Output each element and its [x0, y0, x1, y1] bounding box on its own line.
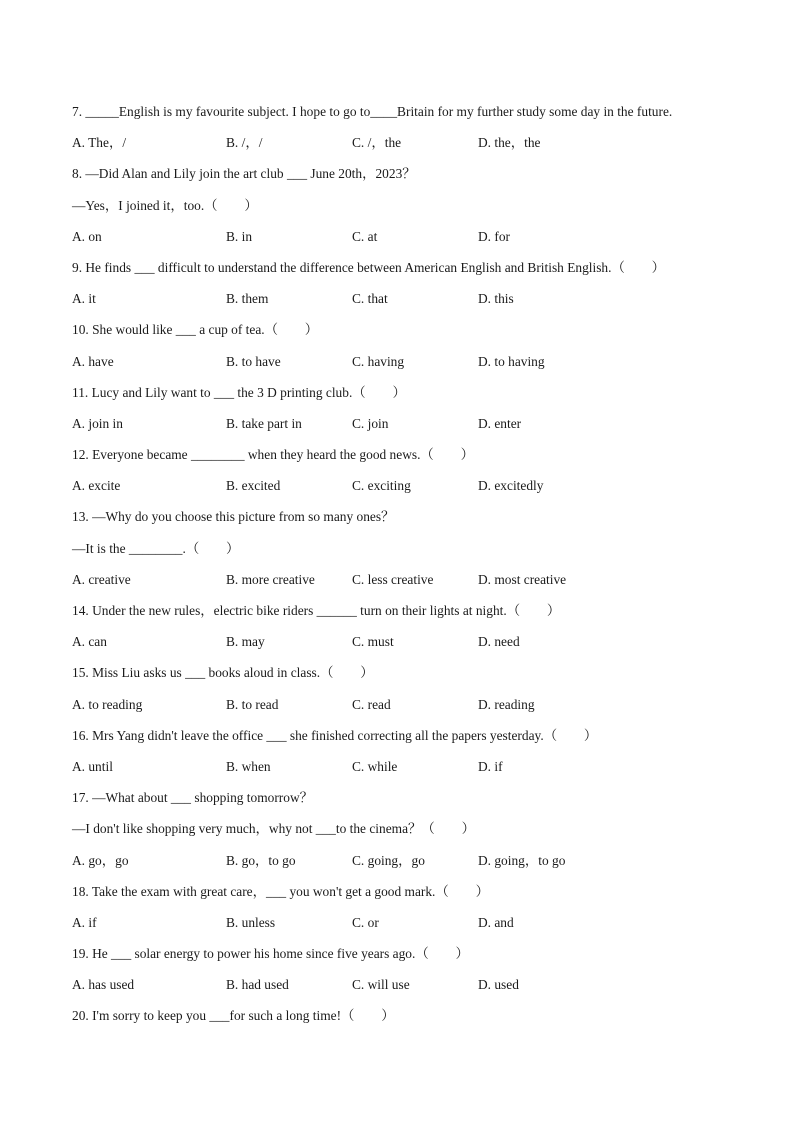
answer-options	[72, 353, 752, 384]
question-text: 17. —What about ___ shopping tomorrow？	[72, 790, 314, 806]
answer-option: D. excitedly	[478, 478, 544, 494]
answer-options	[72, 134, 752, 165]
answer-options	[72, 571, 752, 602]
answer-option: D. for	[478, 228, 510, 244]
question-text: 20. I'm sorry to keep you ___for such a long time!（ ）	[72, 1008, 395, 1024]
question-text: 9. He finds ___ difficult to understand the difference between American English and British English.（ ）	[72, 259, 666, 275]
answer-options	[72, 633, 752, 664]
answer-option: C. at	[352, 228, 378, 244]
answer-option: B. when	[226, 758, 271, 774]
question-text: 19. He ___ solar energy to power his home since five years ago.（ ）	[72, 946, 469, 962]
answer-options	[72, 415, 752, 446]
answer-option: A. The，/	[72, 135, 127, 151]
question-text: 11. Lucy and Lily want to ___ the 3 D printing club.（ ）	[72, 384, 406, 400]
question-text: 15. Miss Liu asks us ___ books aloud in class.（ ）	[72, 665, 374, 681]
answer-option: C. while	[352, 758, 398, 774]
answer-option: B. may	[226, 634, 265, 650]
answer-option: D. enter	[478, 415, 522, 431]
answer-option: A. join in	[72, 415, 123, 431]
question-text: 18. Take the exam with great care，___ you won't get a good mark.（ ）	[72, 883, 489, 899]
answer-option: A. go，go	[72, 852, 129, 868]
answer-options	[72, 914, 752, 945]
answer-option: D. the，the	[478, 135, 541, 151]
answer-options	[72, 290, 752, 321]
answer-option: B. go，to go	[226, 852, 296, 868]
answer-option: B. to read	[226, 696, 279, 712]
answer-option: A. has used	[72, 977, 135, 993]
answer-option: D. need	[478, 634, 520, 650]
answer-option: A. if	[72, 914, 97, 930]
answer-option: D. reading	[478, 696, 535, 712]
answer-option: C. must	[352, 634, 394, 650]
question-text: —Yes，I joined it，too.（ ）	[72, 197, 258, 213]
question-list	[72, 103, 752, 1039]
answer-option: C. read	[352, 696, 391, 712]
answer-option: D. going，to go	[478, 852, 566, 868]
answer-option: A. until	[72, 758, 113, 774]
answer-option: C. going，go	[352, 852, 425, 868]
answer-options	[72, 852, 752, 883]
answer-option: A. have	[72, 353, 114, 369]
answer-options	[72, 758, 752, 789]
answer-option: B. excited	[226, 478, 281, 494]
answer-option: D. to having	[478, 353, 545, 369]
answer-option: C. join	[352, 415, 389, 431]
answer-option: D. if	[478, 758, 503, 774]
answer-option: D. used	[478, 977, 519, 993]
answer-option: A. excite	[72, 478, 121, 494]
answer-option: C. will use	[352, 977, 410, 993]
answer-option: D. most creative	[478, 571, 567, 587]
answer-option: D. and	[478, 914, 514, 930]
question-text: —It is the ________.（ ）	[72, 540, 240, 556]
answer-option: B. to have	[226, 353, 281, 369]
answer-option: B. had used	[226, 977, 289, 993]
answer-option: A. on	[72, 228, 102, 244]
question-text: 14. Under the new rules，electric bike riders ______ turn on their lights at night.（ ）	[72, 603, 561, 618]
answer-option: C. that	[352, 291, 388, 307]
answer-option: C. /，the	[352, 135, 402, 151]
answer-option: C. exciting	[352, 478, 411, 494]
question-text: 7. _____English is my favourite subject. I hope to go to____Britain for my further study some day in the future.	[72, 104, 673, 119]
answer-option: D. this	[478, 291, 514, 307]
question-text: 13. —Why do you choose this picture from so many ones？	[72, 509, 395, 525]
answer-option: A. creative	[72, 571, 131, 587]
answer-option: B. unless	[226, 914, 276, 930]
answer-option: A. it	[72, 291, 96, 307]
question-text: 16. Mrs Yang didn't leave the office ___ she finished correcting all the papers yesterday.（ ）	[72, 727, 598, 743]
answer-option: A. to reading	[72, 696, 143, 712]
answer-option: C. having	[352, 353, 405, 369]
answer-options	[72, 696, 752, 727]
answer-option: B. more creative	[226, 571, 315, 587]
answer-option: B. in	[226, 228, 253, 244]
answer-options	[72, 477, 752, 508]
answer-option: C. less creative	[352, 571, 434, 587]
answer-option: C. or	[352, 914, 379, 930]
answer-option: B. take part in	[226, 415, 302, 431]
answer-options	[72, 228, 752, 259]
question-text: 12. Everyone became ________ when they heard the good news.（ ）	[72, 447, 474, 463]
question-text: 10. She would like ___ a cup of tea.（ ）	[72, 322, 319, 338]
answer-options	[72, 976, 752, 1007]
answer-option: B. /，/	[226, 135, 263, 151]
answer-option: B. them	[226, 291, 269, 307]
question-text: 8. —Did Alan and Lily join the art club ___ June 20th，2023？	[72, 166, 416, 182]
question-text: —I don't like shopping very much，why not ___to the cinema？（ ）	[72, 821, 475, 837]
answer-option: A. can	[72, 634, 107, 650]
